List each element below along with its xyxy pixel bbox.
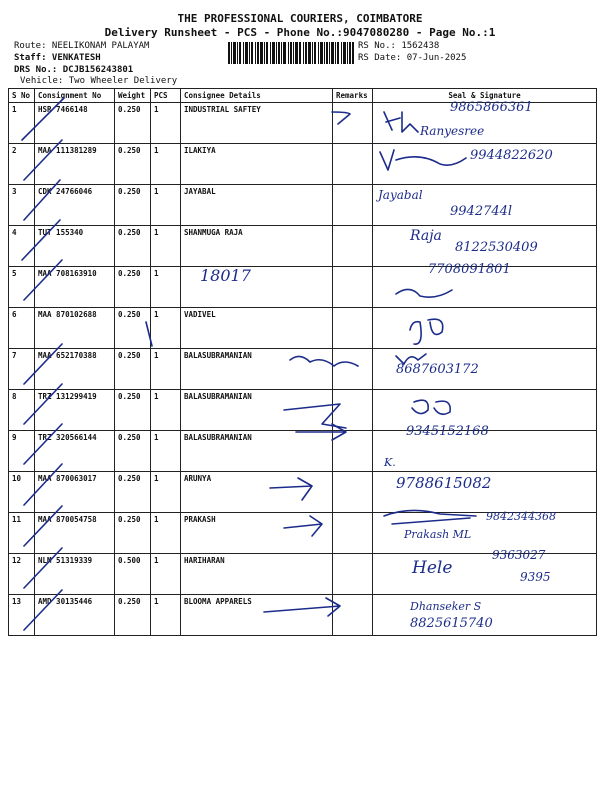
cell-pcs: 1 — [151, 390, 181, 431]
cell-remarks — [333, 308, 373, 349]
handwritten-name: K. — [384, 456, 396, 469]
handwritten-phone: 9788615082 — [396, 474, 492, 492]
cell-sno: 4 — [9, 226, 35, 267]
cell-consignee: VADIVEL — [181, 308, 333, 349]
handwritten-name: Prakash ML — [404, 528, 472, 541]
cell-weight: 0.250 — [115, 226, 151, 267]
cell-consignee: BALASUBRAMANIAN — [181, 349, 333, 390]
cell-pcs: 1 — [151, 554, 181, 595]
drs-number: DRS No.: DCJB156243801 — [14, 65, 134, 75]
cell-remarks — [333, 349, 373, 390]
cell-consignee: BLOOMA APPARELS — [181, 595, 333, 636]
cell-pcs: 1 — [151, 349, 181, 390]
cell-pcs: 1 — [151, 513, 181, 554]
handwritten-name: Raja — [410, 228, 442, 244]
handwritten-name: Jayabal — [378, 188, 423, 202]
cell-pcs: 1 — [151, 472, 181, 513]
cell-consignee: BALASUBRAMANIAN — [181, 390, 333, 431]
header-consignment: Consignment No — [35, 89, 115, 103]
header-sno: S No — [9, 89, 35, 103]
rs-number: RS No.: 1562438 — [358, 41, 440, 51]
cell-weight: 0.250 — [115, 595, 151, 636]
cell-remarks — [333, 513, 373, 554]
cell-consignment: MAA 870063017 — [35, 472, 115, 513]
handwritten-consignee: 18017 — [200, 266, 251, 285]
cell-pcs: 1 — [151, 308, 181, 349]
cell-weight: 0.250 — [115, 308, 151, 349]
cell-consignment: MAA 870054758 — [35, 513, 115, 554]
cell-sno: 3 — [9, 185, 35, 226]
cell-weight: 0.250 — [115, 431, 151, 472]
cell-consignee: INDUSTRIAL SAFTEY — [181, 103, 333, 144]
handwritten-phone: 9944822620 — [470, 148, 553, 163]
handwritten-phone: 8825615740 — [410, 616, 493, 631]
handwritten-phone: 9942744l — [450, 204, 513, 219]
handwritten-phone: 8687603172 — [396, 362, 479, 377]
cell-weight: 0.250 — [115, 103, 151, 144]
header-pcs: PCS — [151, 89, 181, 103]
handwritten-phone: 9363027 — [492, 548, 546, 562]
cell-consignee: SHANMUGA RAJA — [181, 226, 333, 267]
cell-sno: 1 — [9, 103, 35, 144]
cell-consignment: AMD 30135446 — [35, 595, 115, 636]
header-signature: Seal & Signature — [373, 89, 597, 103]
cell-pcs: 1 — [151, 185, 181, 226]
header-consignee: Consignee Details — [181, 89, 333, 103]
cell-consignment: TUT 155340 — [35, 226, 115, 267]
vehicle: Vehicle: Two Wheeler Delivery — [20, 76, 178, 86]
handwritten-name: Hele — [412, 558, 453, 578]
cell-weight: 0.250 — [115, 513, 151, 554]
cell-remarks — [333, 595, 373, 636]
cell-weight: 0.500 — [115, 554, 151, 595]
cell-sno: 9 — [9, 431, 35, 472]
cell-pcs: 1 — [151, 103, 181, 144]
cell-pcs: 1 — [151, 226, 181, 267]
cell-remarks — [333, 103, 373, 144]
cell-remarks — [333, 267, 373, 308]
cell-weight: 0.250 — [115, 267, 151, 308]
cell-weight: 0.250 — [115, 144, 151, 185]
cell-pcs: 1 — [151, 431, 181, 472]
cell-sno: 10 — [9, 472, 35, 513]
table-row — [9, 472, 597, 513]
cell-consignment: TRZ 131299419 — [35, 390, 115, 431]
cell-weight: 0.250 — [115, 390, 151, 431]
cell-pcs: 1 — [151, 267, 181, 308]
header-weight: Weight — [115, 89, 151, 103]
cell-pcs: 1 — [151, 595, 181, 636]
cell-consignment: TRZ 320566144 — [35, 431, 115, 472]
handwritten-phone: 9395 — [520, 570, 551, 584]
cell-remarks — [333, 390, 373, 431]
cell-remarks — [333, 226, 373, 267]
table-row — [9, 349, 597, 390]
cell-weight: 0.250 — [115, 185, 151, 226]
staff: Staff: VENKATESH — [14, 53, 101, 63]
handwritten-phone: 9865866361 — [450, 100, 533, 115]
runsheet-subtitle: Delivery Runsheet - PCS - Phone No.:9047080280 - Page No.:1 — [104, 26, 496, 39]
table-row — [9, 390, 597, 431]
cell-consignee: JAYABAL — [181, 185, 333, 226]
cell-consignment: HSR 7466148 — [35, 103, 115, 144]
cell-pcs: 1 — [151, 144, 181, 185]
table-row — [9, 308, 597, 349]
handwritten-phone: 9345152168 — [406, 424, 489, 439]
cell-sno: 6 — [9, 308, 35, 349]
header-remarks: Remarks — [333, 89, 373, 103]
cell-signature — [373, 308, 597, 349]
cell-sno: 8 — [9, 390, 35, 431]
table-row — [9, 595, 597, 636]
cell-remarks — [333, 185, 373, 226]
cell-consignment: MAA 111381289 — [35, 144, 115, 185]
cell-consignee: BALASUBRAMANIAN — [181, 431, 333, 472]
cell-remarks — [333, 472, 373, 513]
cell-sno: 5 — [9, 267, 35, 308]
cell-sno: 2 — [9, 144, 35, 185]
handwritten-name: Ranyesree — [420, 124, 485, 138]
cell-consignment: CDK 24766046 — [35, 185, 115, 226]
handwritten-phone: 8122530409 — [455, 240, 538, 255]
cell-remarks — [333, 554, 373, 595]
cell-remarks — [333, 431, 373, 472]
cell-consignment: MAA 652170388 — [35, 349, 115, 390]
company-title: THE PROFESSIONAL COURIERS, COIMBATORE — [177, 12, 423, 25]
cell-consignment: MAA 708163910 — [35, 267, 115, 308]
cell-remarks — [333, 144, 373, 185]
cell-consignee: PRAKASH — [181, 513, 333, 554]
handwritten-phone: 9842344368 — [486, 510, 556, 523]
cell-weight: 0.250 — [115, 472, 151, 513]
cell-consignee: ILAKIYA — [181, 144, 333, 185]
cell-consignment: NLM 51319339 — [35, 554, 115, 595]
cell-sno: 11 — [9, 513, 35, 554]
cell-weight: 0.250 — [115, 349, 151, 390]
rs-date: RS Date: 07-Jun-2025 — [358, 53, 467, 63]
barcode — [228, 42, 354, 64]
cell-sno: 7 — [9, 349, 35, 390]
cell-sno: 13 — [9, 595, 35, 636]
cell-consignee: ARUNYA — [181, 472, 333, 513]
cell-sno: 12 — [9, 554, 35, 595]
cell-signature — [373, 554, 597, 595]
handwritten-name: Dhanseker S — [410, 600, 482, 613]
handwritten-phone: 7708091801 — [428, 262, 511, 277]
table-row — [9, 431, 597, 472]
cell-consignment: MAA 870102688 — [35, 308, 115, 349]
cell-consignee: HARIHARAN — [181, 554, 333, 595]
route: Route: NEELIKONAM PALAYAM — [14, 41, 150, 51]
